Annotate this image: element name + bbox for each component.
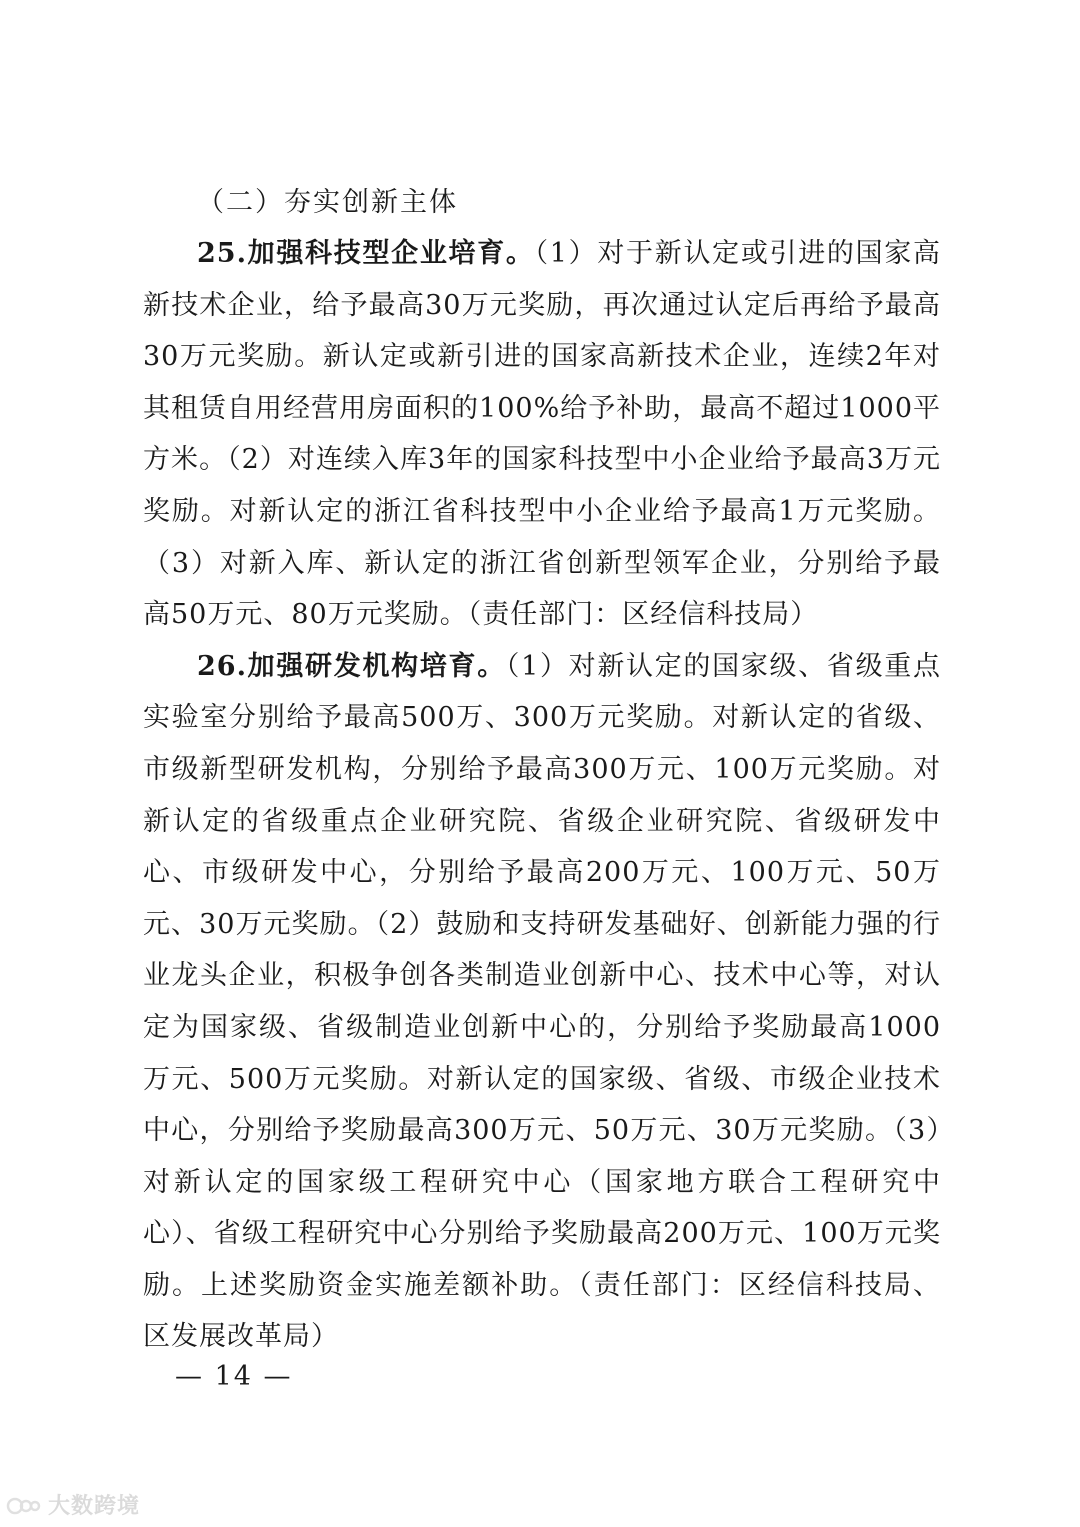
- page-number: — 14 —: [175, 1361, 293, 1392]
- watermark-text: 大数跨境: [48, 1493, 141, 1519]
- paragraph-body: （1）对新认定的国家级、省级重点实验室分别给予最高500万、300万元奖励。对新认定的省级、市级新型研发机构，分别给予最高300万元、100万元奖励。对新认定的省级重点企业研究院、省级企业研究院、省级研发中心、市级研发中心，分别给予最高200万元、100万元、50万元、30万元奖励。（2）鼓励和支持研发基础好、创新能力强的行业龙头企业，积极争创各类制造业创新中心、技术中心等，对认定为国家级、省级制造业创新中心的，分别给予奖励最高1000万元、500万元奖励。对新认定的国家级、省级、市级企业技术中心，分别给予奖励最高300万元、50万元、30万元奖励。（3）对新认定的国家级工程研究中心（国家地方联合工程研究中心）、省级工程研究中心分别给予奖励最高200万元、100万元奖励。上述奖励资金实施差额补助。（责任部门：区经信科技局、区发展改革局）: [143, 650, 941, 1353]
- paragraph-item-26: [143, 641, 941, 1363]
- watermark: [6, 1488, 140, 1520]
- section-heading: （二）夯实创新主体: [197, 187, 458, 218]
- watermark-logo-icon: [6, 1492, 42, 1516]
- paragraph-body: （1）对于新认定或引进的国家高新技术企业，给予最高30万元奖励，再次通过认定后再给予最高30万元奖励。新认定或新引进的国家高新技术企业，连续2年对其租赁自用经营用房面积的100%给予补助，最高不超过1000平方米。（2）对连续入库3年的国家科技型中小企业给予最高3万元奖励。对新认定的浙江省科技型中小企业给予最高1万元奖励。（3）对新入库、新认定的浙江省创新型领军企业，分别给予最高50万元、80万元奖励。（责任部门：区经信科技局）: [143, 238, 941, 631]
- document-page: [143, 177, 941, 1363]
- paragraph-item-25: [143, 228, 941, 641]
- paragraph-lead: 26.加强研发机构培育。: [197, 650, 506, 682]
- paragraph-lead: 25.加强科技型企业培育。: [197, 238, 535, 269]
